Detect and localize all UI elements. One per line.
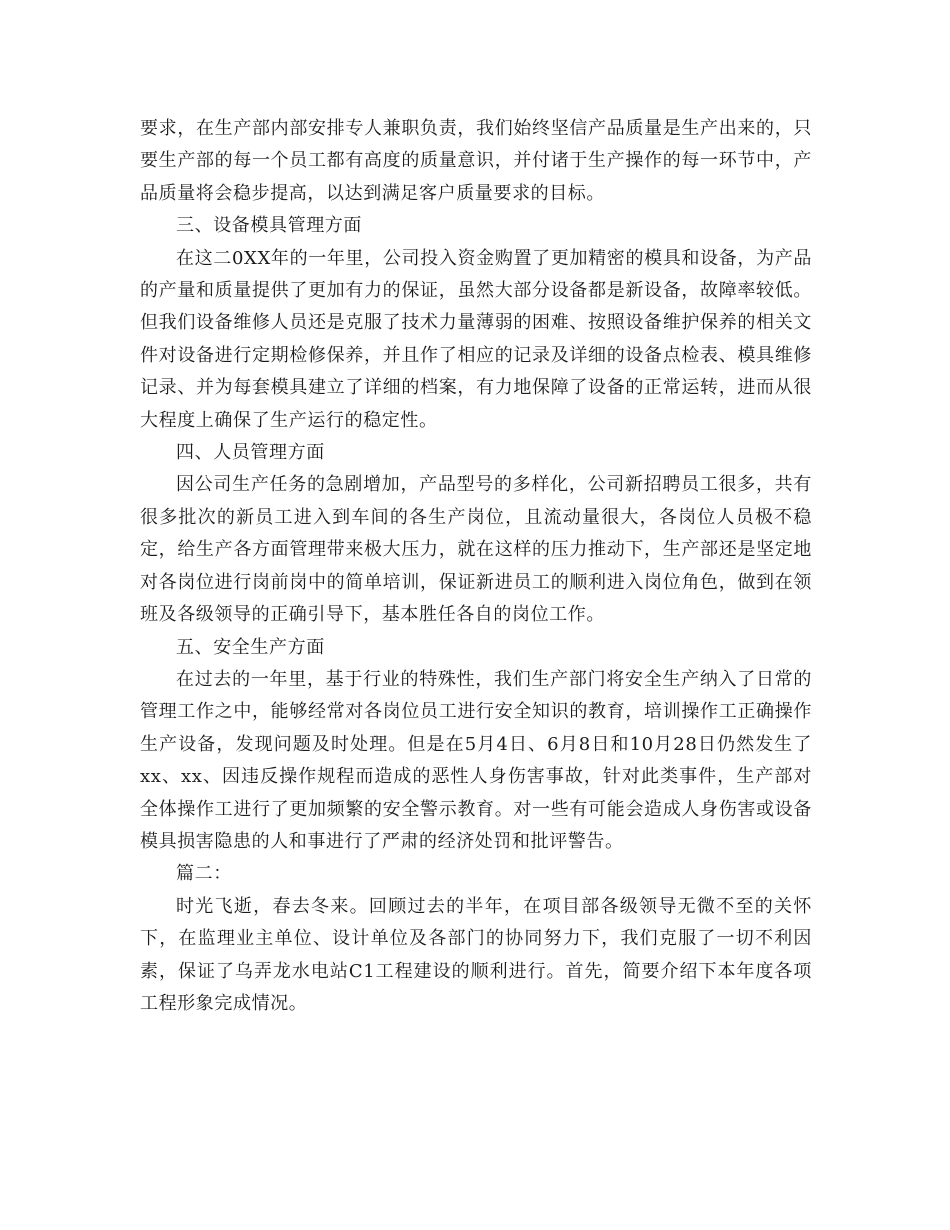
heading-personnel-management: 四、人员管理方面 bbox=[176, 442, 325, 464]
paragraph-quality-continued: 要求，在生产部内部安排专人兼职负责，我们始终坚信产品质量是生产出来的，只要生产部的每一个员工都有高度的质量意识，并付诸于生产操作的每一环节中，产品质量将会稳步提高，以达到满足客户质量要求的目标。 bbox=[140, 118, 812, 204]
document-page bbox=[140, 113, 812, 1020]
heading-equipment-mold-management: 三、设备模具管理方面 bbox=[176, 215, 362, 237]
paragraph-part-two: 时光飞逝，春去冬来。回顾过去的半年，在项目部各级领导无微不至的关怀下，在监理业主单位、设计单位及各部门的协同努力下，我们克服了一切不利因素，保证了乌弄龙水电站C1工程建设的顺利进行。首先，简要介绍下本年度各项工程形象完成情况。 bbox=[140, 895, 812, 1014]
paragraph-personnel: 因公司生产任务的急剧增加，产品型号的多样化，公司新招聘员工很多，共有很多批次的新员工进入到车间的各生产岗位，且流动量很大，各岗位人员极不稳定，给生产各方面管理带来极大压力，就在这样的压力推动下，生产部还是坚定地对各岗位进行岗前岗中的简单培训，保证新进员工的顺利进入岗位角色，做到在领班及各级领导的正确引导下，基本胜任各自的岗位工作。 bbox=[140, 474, 812, 626]
heading-safety-production: 五、安全生产方面 bbox=[176, 636, 325, 658]
paragraph-equipment-mold: 在这二0XX年的一年里，公司投入资金购置了更加精密的模具和设备，为产品的产量和质量提供了更加有力的保证，虽然大部分设备都是新设备，故障率较低。但我们设备维修人员还是克服了技术力量薄弱的困难、按照设备维护保养的相关文件对设备进行定期检修保养，并且作了相应的记录及详细的设备点检表、模具维修记录、并为每套模具建立了详细的档案，有力地保障了设备的正常运转，进而从很大程度上确保了生产运行的稳定性。 bbox=[140, 247, 812, 431]
heading-part-two: 篇二： bbox=[176, 863, 232, 885]
paragraph-safety: 在过去的一年里，基于行业的特殊性，我们生产部门将安全生产纳入了日常的管理工作之中，能够经常对各岗位员工进行安全知识的教育，培训操作工正确操作生产设备，发现问题及时处理。但是在5月4日、6月8日和10月28日仍然发生了xx、xx、因违反操作规程而造成的恶性人身伤害事故，针对此类事件，生产部对全体操作工进行了更加频繁的安全警示教育。对一些有可能会造成人身伤害或设备模具损害隐患的人和事进行了严肃的经济处罚和批评警告。 bbox=[140, 668, 812, 852]
